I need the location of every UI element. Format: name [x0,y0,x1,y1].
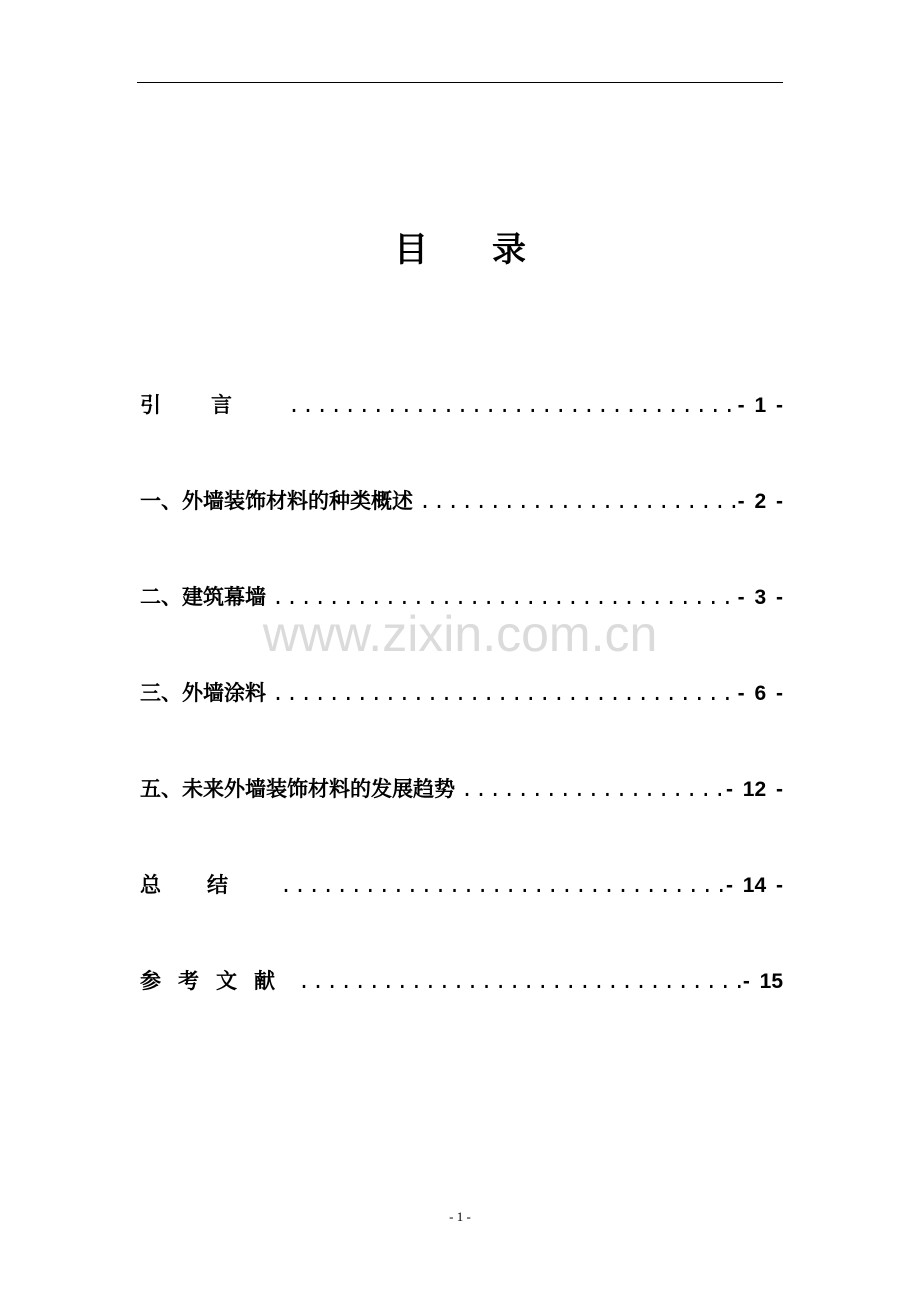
toc-entry[interactable] [140,577,783,673]
toc-entry-page: - 6 - [737,682,783,705]
toc-entry[interactable] [140,673,783,769]
toc-entry-page: - 14 - [725,874,783,897]
toc-entry-page: - 15 [742,970,783,993]
toc-dot-leader [272,577,736,617]
header-rule [137,82,783,83]
toc-dot-leader [419,481,736,521]
toc-entry-label: 总结 [140,873,274,897]
toc-dot-leader [298,961,741,1001]
toc-entry-label: 二、建筑幕墙 [140,585,266,609]
toc-dot-leader [461,769,724,809]
toc-entry[interactable] [140,961,783,1057]
toc-entry-label: 引言 [140,393,282,417]
page-number: - 1 - [449,1209,471,1224]
toc-dot-leader [288,385,736,425]
table-of-contents [140,385,783,1057]
toc-entry-page: - 2 - [737,490,783,513]
toc-entry[interactable] [140,481,783,577]
toc-entry-label: 三、外墙涂料 [140,681,266,705]
toc-entry-page: - 12 - [725,778,783,801]
toc-entry-page: - 1 - [737,394,783,417]
toc-entry[interactable] [140,769,783,865]
toc-entry[interactable] [140,385,783,481]
toc-entry-label: 一、外墙装饰材料的种类概述 [140,489,413,513]
toc-dot-leader [272,673,736,713]
toc-entry-page: - 3 - [737,586,783,609]
toc-entry-label: 五、未来外墙装饰材料的发展趋势 [140,777,455,801]
watermark: www.zixin.com.cn [262,606,658,662]
toc-title: 目录 [394,230,590,270]
toc-entry[interactable] [140,865,783,961]
toc-entry-label: 参考文献 [140,969,292,993]
toc-dot-leader [280,865,724,905]
